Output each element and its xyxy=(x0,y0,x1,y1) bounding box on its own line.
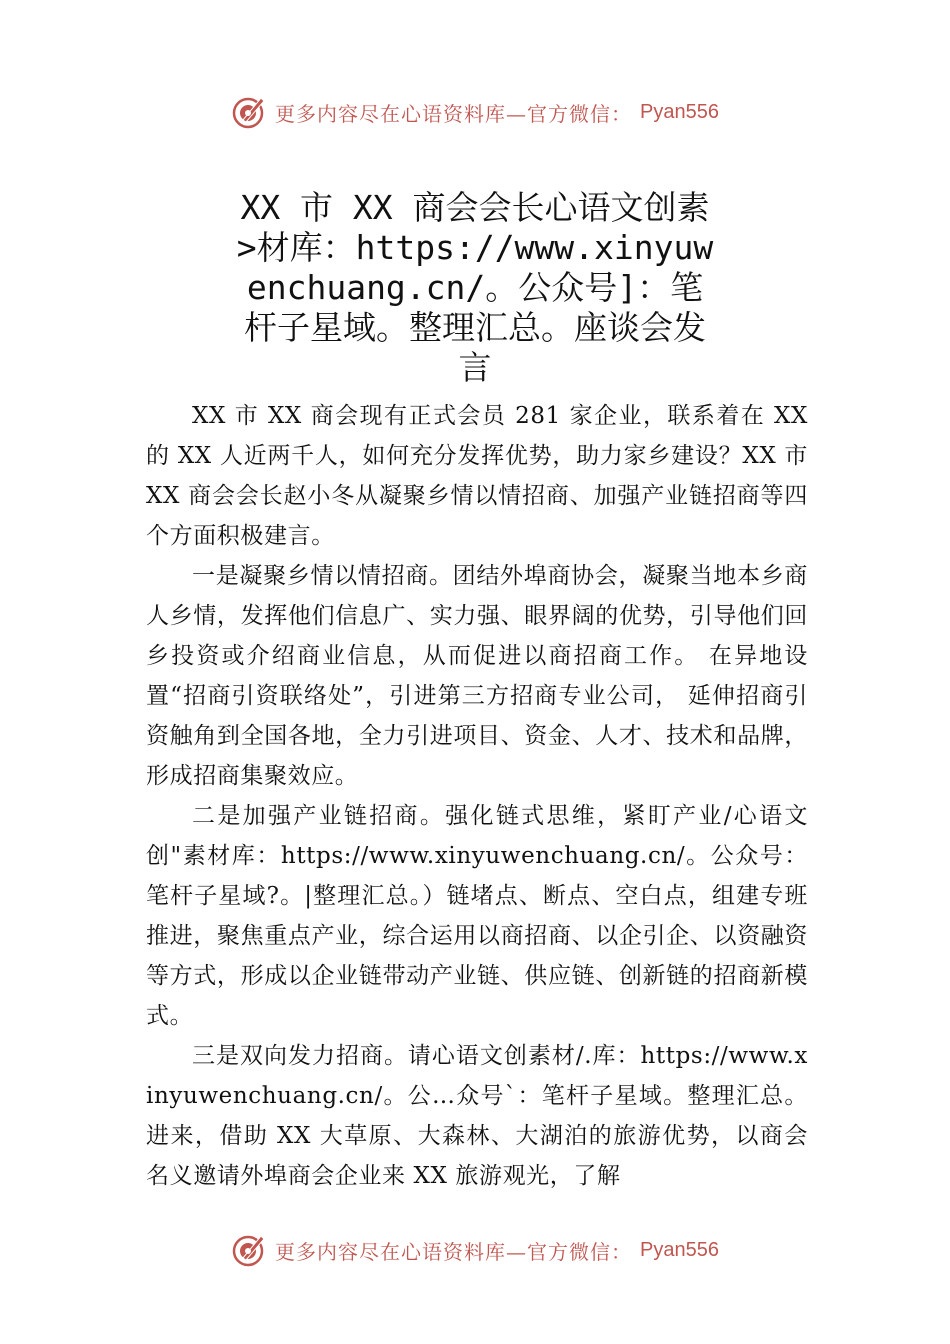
banner-text: 更多内容尽在心语资料库—官方微信： xyxy=(275,1239,633,1264)
paragraph-point-two: 二是加强产业链招商。强化链式思维，紧盯产业/心语文创"素材库：https://www.xinyuwenchuang.cn/。公众号：笔杆子星域?。|整理汇总。）链堵点、断点、空白点，组建专班推进，聚焦重点产业，综合运用以商招商、以企引企、以资融资等方式，形成以企业链带动产业链、供应链、创新链的招商新模式。 xyxy=(146,803,808,1029)
paragraph-point-one: 一是凝聚乡情以情招商。团结外埠商协会，凝聚当地本乡商人乡情，发挥他们信息广、实力强、眼界阔的优势，引导他们回乡投资或介绍商业信息，从而促进以商招商工作。 在异地设置“招商引资联络处”，引进第三方招商专业公司， 延伸招商引资触角到全国各地，全力引进项目、资金、人才、技术和品牌，形成招商集聚效应。 xyxy=(146,563,808,789)
document-body xyxy=(146,396,808,1196)
header-banner xyxy=(0,94,950,130)
document-title: XX 市 XX 商会会长心语文创素>材库：https://www.xinyuwenchuang.cn/。公众号]：笔杆子星域。整理汇总。座谈会发言 xyxy=(236,188,714,387)
quill-seal-icon xyxy=(231,94,267,130)
paragraph-point-three: 三是双向发力招商。请心语文创素材/.库：https://www.xinyuwenchuang.cn/。公…众号`：笔杆子星域。整理汇总。进来，借助 XX 大草原、大森林、大湖泊的旅游优势，以商会名义邀请外埠商会企业来 XX 旅游观光，了解 xyxy=(146,1043,808,1189)
wechat-id: Pyan556 xyxy=(640,100,719,123)
footer-banner xyxy=(0,1232,950,1268)
paragraph-intro: XX 市 XX 商会现有正式会员 281 家企业，联系着在 XX 的 XX 人近两千人，如何充分发挥优势，助力家乡建设？XX 市 XX 商会会长赵小冬从凝聚乡情以情招商、加强产业链招商等四个方面积极建言。 xyxy=(146,403,808,549)
quill-seal-icon xyxy=(231,1232,267,1268)
wechat-id: Pyan556 xyxy=(640,1238,719,1261)
banner-text: 更多内容尽在心语资料库—官方微信： xyxy=(275,101,633,126)
